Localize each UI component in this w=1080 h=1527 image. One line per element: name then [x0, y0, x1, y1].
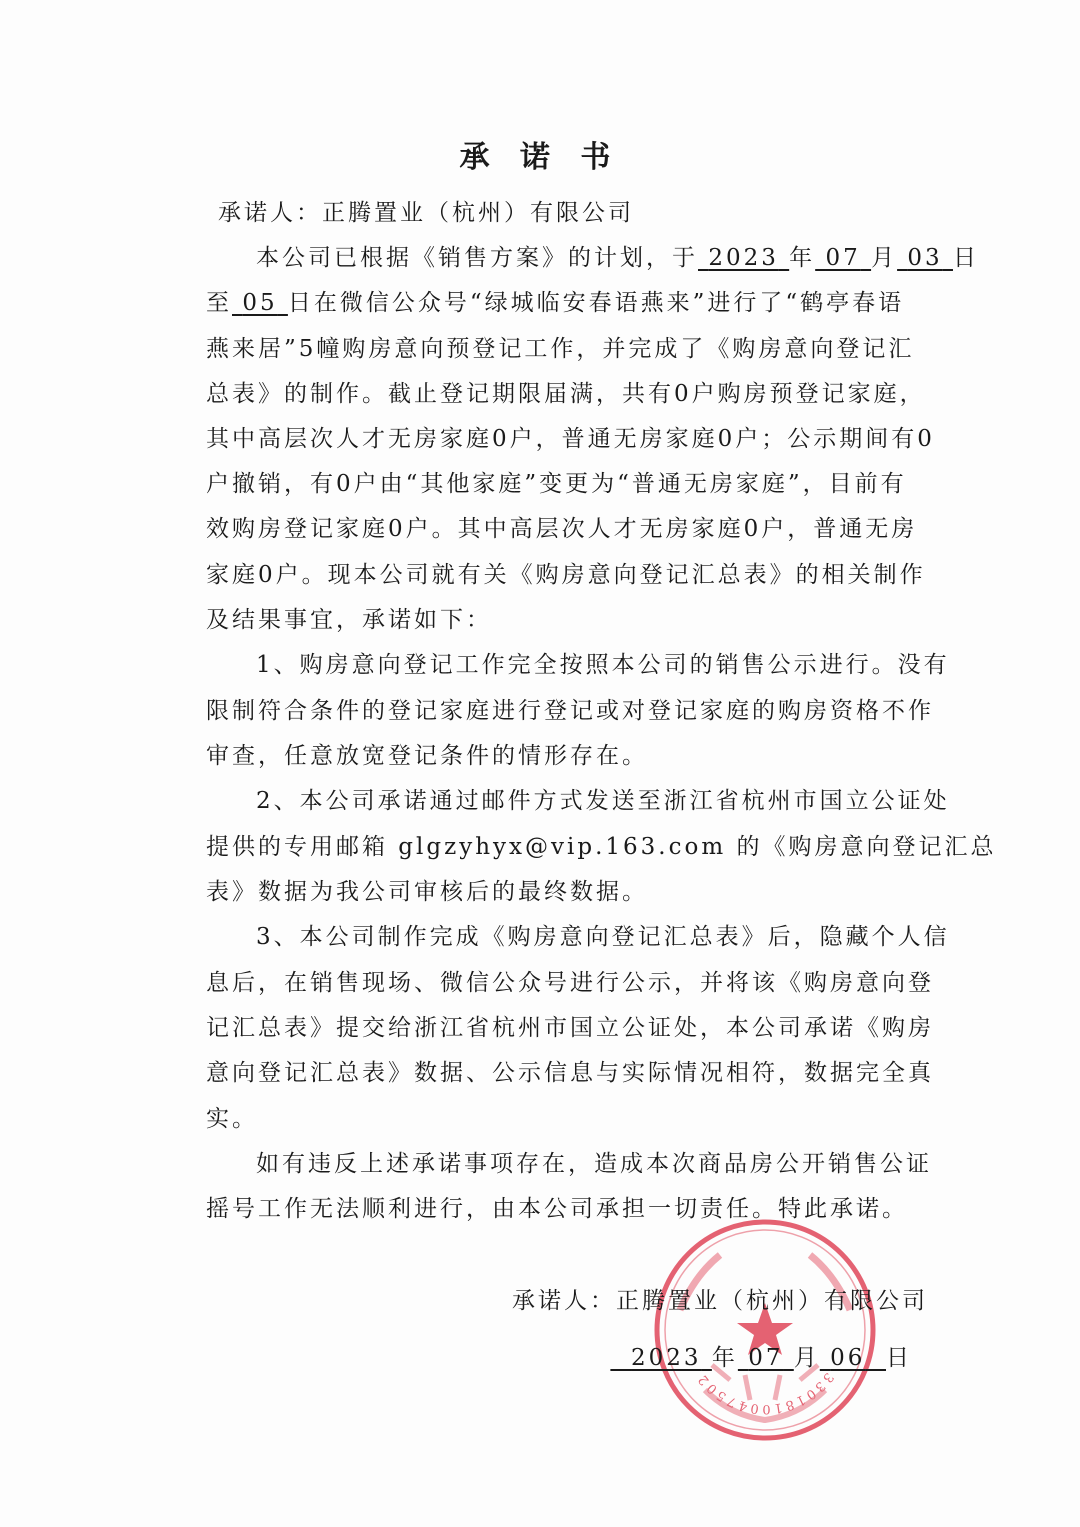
- p1-day-end: [232, 290, 288, 316]
- item-3-line-1: 3、本公司制作完成《购房意向登记汇总表》后，隐藏个人信: [256, 924, 950, 950]
- p1-day-end-value: 05: [242, 290, 278, 316]
- p1-text-a: 本公司已根据《销售方案》的计划，于: [256, 245, 698, 271]
- signature-label: 承诺人：正腾置业（杭州）有限公司: [512, 1288, 928, 1314]
- p1-year-unit: 年: [789, 245, 816, 271]
- closing-line-1: 如有违反上述承诺事项存在，造成本次商品房公开销售公证: [256, 1151, 932, 1177]
- p1-day: [897, 245, 953, 271]
- paragraph-1-line-8: 家庭0户。现本公司就有关《购房意向登记汇总表》的相关制作: [206, 562, 926, 588]
- item-2-line-3: 表》数据为我公司审核后的最终数据。: [206, 879, 648, 905]
- signature-month: [738, 1345, 794, 1371]
- paragraph-1-line-2: [206, 288, 916, 318]
- paragraph-1-line-6: 户撤销，有0户由“其他家庭”变更为“普通无房家庭”，目前有: [206, 471, 907, 497]
- signature-day-unit: 日: [886, 1345, 912, 1371]
- item-3-line-3: 记汇总表》提交给浙江省杭州市国立公证处，本公司承诺《购房: [206, 1015, 934, 1041]
- p1-month-unit: 月: [871, 245, 898, 271]
- item-3-line-4: 意向登记汇总表》数据、公示信息与实际情况相符，数据完全真: [206, 1060, 934, 1086]
- signature-year-value: 2023: [631, 1345, 702, 1371]
- signature-year-unit: 年: [711, 1345, 738, 1371]
- signature-date: [512, 1343, 912, 1373]
- p1-month-value: 07: [825, 245, 861, 271]
- paragraph-1-line-3: 燕来居”5幢购房意向预登记工作，并完成了《购房意向登记汇: [206, 336, 915, 362]
- paragraph-1-line-9: 及结果事宜，承诺如下：: [206, 607, 492, 633]
- item-3-line-2: 息后，在销售现场、微信公众号进行公示，并将该《购房意向登: [206, 970, 934, 996]
- item-2-line-1: 2、本公司承诺通过邮件方式发送至浙江省杭州市国立公证处: [256, 788, 950, 814]
- p1-to: 至: [206, 290, 232, 316]
- p1-day-unit: 日: [952, 245, 979, 271]
- promisor-line: 承诺人：正腾置业（杭州）有限公司: [218, 200, 634, 226]
- closing-line-2: 摇号工作无法顺利进行，由本公司承担一切责任。特此承诺。: [206, 1196, 908, 1222]
- paragraph-1-line-1: [256, 243, 979, 273]
- item-3-line-5: 实。: [206, 1106, 258, 1132]
- paragraph-1-line-4: 总表》的制作。截止登记期限届满，共有0户购房预登记家庭，: [206, 381, 926, 407]
- p1-text-b: 日在微信公众号“绿城临安春语燕来”进行了“鹤亭春语: [287, 290, 905, 316]
- paragraph-1-line-5: 其中高层次人才无房家庭0户，普通无房家庭0户；公示期间有0: [206, 426, 935, 452]
- signature-day: [820, 1345, 886, 1371]
- signature-year: [610, 1345, 711, 1371]
- document-title: 承 诺 书: [459, 140, 621, 175]
- item-1-line-3: 审查，任意放宽登记条件的情形存在。: [206, 743, 648, 769]
- paragraph-1-line-7: 效购房登记家庭0户。其中高层次人才无房家庭0户，普通无房: [206, 516, 918, 542]
- signature-month-value: 07: [748, 1345, 784, 1371]
- signature-day-value: 06: [830, 1345, 866, 1371]
- p1-month: [815, 245, 871, 271]
- signature-month-unit: 月: [793, 1345, 820, 1371]
- company-seal: [650, 1215, 880, 1445]
- p1-year: [698, 245, 789, 271]
- p1-day-value: 03: [907, 245, 943, 271]
- item-1-line-1: 1、购房意向登记工作完全按照本公司的销售公示进行。没有: [256, 652, 950, 678]
- item-2-line-2: 提供的专用邮箱 glgzyhyx@vip.163.com 的《购房意向登记汇总: [206, 834, 997, 860]
- item-1-line-2: 限制符合条件的登记家庭进行登记或对登记家庭的购房资格不作: [206, 698, 934, 724]
- seal-number: 3301810047502: [693, 1369, 837, 1416]
- p1-year-value: 2023: [708, 245, 779, 271]
